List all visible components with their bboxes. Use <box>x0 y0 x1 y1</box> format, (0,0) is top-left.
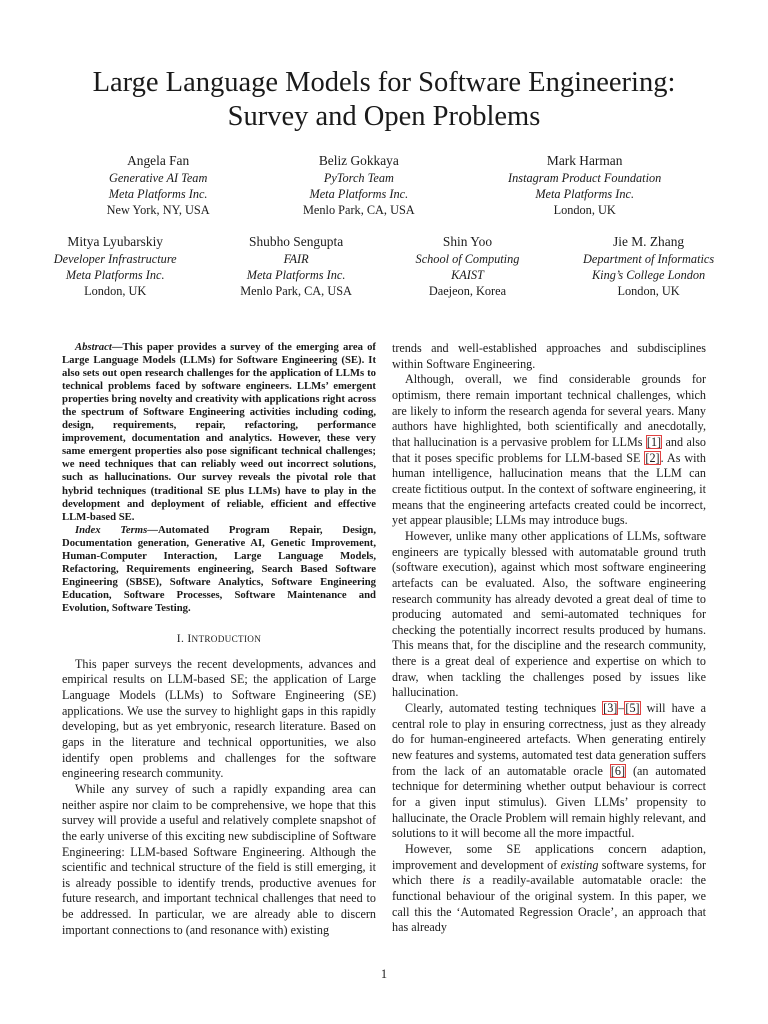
citation-link[interactable]: [6] <box>610 763 626 778</box>
section-heading-initial: I <box>187 631 192 645</box>
section-heading <box>62 631 376 648</box>
author-name: Mark Harman <box>546 153 623 168</box>
citation-link[interactable]: [3] <box>603 701 618 716</box>
right-column <box>392 341 706 936</box>
author-department: Developer Infrastructure <box>53 252 177 266</box>
text-run: Although, overall, we find considerable grounds for optimism, there remain important technical challenges, which are likely to inform the research agenda for several years. Many authors have highlighted, both scientifically and anecdotally, that hallucination is a pervasive problem for LLMs <box>392 372 706 449</box>
author-organization: Meta Platforms Inc. <box>535 187 635 201</box>
author-organization: Meta Platforms Inc. <box>246 268 346 282</box>
author-row-2 <box>0 234 768 299</box>
section-numeral: I. <box>176 631 185 645</box>
citation-link[interactable]: [2] <box>645 450 660 465</box>
author-name: Angela Fan <box>127 153 190 168</box>
author-department: Generative AI Team <box>108 171 208 185</box>
author-department: Department of Informatics <box>583 252 715 266</box>
author-department: FAIR <box>283 252 309 266</box>
author-location: New York, NY, USA <box>106 203 210 217</box>
paper-title <box>0 66 768 134</box>
index-terms-label: Index Terms <box>75 523 148 536</box>
body-paragraph <box>392 372 706 529</box>
body-paragraph: However, unlike many other applications of LLMs, software engineers are typically blessed with automatable ground truth (software execution), against which most software engineering artefacts can be evaluated. Also, the software engineering research community has already devoted a great deal of time to producing automated and semi-automated techniques for checking the potentially incorrect results produced by humans. This means that, for the discipline and the research community, there is a great deal of experience and expertise on which to draw, when tackling the challenges posed by issues like hallucination. <box>392 528 706 700</box>
citation-range-dash: – <box>618 701 625 716</box>
abstract <box>62 341 376 524</box>
author-location: London, UK <box>553 203 616 217</box>
citation-link[interactable]: [5] <box>625 701 640 716</box>
author-organization: Meta Platforms Inc. <box>108 187 208 201</box>
author-name: Shubho Sengupta <box>249 234 344 249</box>
author-department: School of Computing <box>415 252 520 266</box>
author-block <box>303 153 415 218</box>
emphasis-text: existing <box>560 857 599 872</box>
author-location: London, UK <box>617 284 680 298</box>
text-run: Clearly, automated testing techniques <box>405 701 603 716</box>
emphasis-text: is <box>462 873 471 888</box>
author-location: Menlo Park, CA, USA <box>302 203 415 217</box>
author-organization: KAIST <box>451 268 484 282</box>
author-name: Jie M. Zhang <box>613 234 685 249</box>
author-organization: Meta Platforms Inc. <box>65 268 165 282</box>
text-run: (an automated technique for determining whether output behaviour is correct for a given input stimulus). Given LLMs’ propensity to hallucinate, the Oracle Problem will remain highly relevant, and solutions to it will become all the more impactful. <box>392 763 707 841</box>
title-line-2: Survey and Open Problems <box>227 101 541 132</box>
text-run: software systems, for which there <box>392 857 707 888</box>
author-block <box>583 234 714 299</box>
author-block <box>54 234 177 299</box>
text-run: . As with human intelligence, hallucination means that the LLM can create fictitious output. In the context of software engineering, it means that the engineering artefacts created could be incorrect, yet appear plausible; LLMs may introduce bugs. <box>392 450 706 528</box>
body-paragraph <box>392 701 706 842</box>
author-block <box>240 234 352 299</box>
author-block <box>107 153 210 218</box>
author-row-1 <box>0 153 768 218</box>
body-paragraph: This paper surveys the recent developments, advances and empirical results on LLM-based SE; the application of Large Language Models (LLMs) to Software Engineering (SE) applications. We use the survey to highlight gaps in this rapidly developing, but as yet embryonic, research literature. Based on gaps in the literature and technical opportunities, we also identify open problems and challenges for the software engineering research community. <box>62 656 376 781</box>
author-name: Mitya Lyubarskiy <box>67 234 163 249</box>
author-department: PyTorch Team <box>323 171 394 185</box>
author-location: London, UK <box>84 284 147 298</box>
index-terms-text: —Automated Program Repair, Design, Documentation generation, Generative AI, Genetic Improvement, Human-Computer Interaction, Large Language Models, Refactoring, Requirements engineering, Search Based Software Engineering (SBSE), Software Analytics, Software Engineering Education, Software Processes, Software Maintenance and Evolution, Software Testing. <box>62 523 376 614</box>
author-organization: King’s College London <box>591 268 706 282</box>
author-block <box>508 153 661 218</box>
author-location: Daejeon, Korea <box>428 284 507 298</box>
text-run: a readily-available automatable oracle: the functional behaviour of the original system. In this paper, we call this the ‘Automated Regression Oracle’, an approach that has already <box>392 873 706 935</box>
page-number: 1 <box>380 967 388 981</box>
author-location: Menlo Park, CA, USA <box>240 284 352 298</box>
index-terms <box>62 524 376 615</box>
citation-link[interactable]: [1] <box>646 434 662 449</box>
author-block <box>416 234 520 299</box>
author-department: Instagram Product Foundation <box>508 171 662 185</box>
text-run: However, some SE applications concern adaption, improvement and development of <box>392 842 706 872</box>
title-line-1: Large Language Models for Software Engineering: <box>92 67 676 98</box>
abstract-text: —This paper provides a survey of the emerging area of Large Language Models (LLMs) for Software Engineering (SE). It also sets out open research challenges for the application of LLMs to technical problems faced by software engineers. LLMs’ emergent properties bring novelty and creativity with applications right across the spectrum of Software Engineering activities including coding, design, requirements, repair, refactoring, performance improvement, documentation and analytics. However, these very same emergent properties also pose significant technical challenges; we need techniques that can reliably weed out incorrect solutions, such as hallucinations. Our survey reveals the pivotal role that hybrid techniques (traditional SE plus LLMs) have to play in the development and deployment of reliable, efficient and effective LLM-based SE. <box>62 341 376 523</box>
body-paragraph <box>392 842 706 936</box>
abstract-label: Abstract <box>75 341 112 353</box>
text-run: will have a central role to play in ensuring correctness, just as they already do for human-engineered artefacts. When generating entirely new features and systems, automated test data generation suffers from the lack of an automatable oracle <box>392 701 706 778</box>
text-run: and also that it poses specific problems for LLM-based SE <box>392 434 707 465</box>
body-paragraph: trends and well-established approaches and subdisciplines within Software Engineering. <box>392 341 706 371</box>
section-heading-rest: NTRODUCTION <box>191 633 262 644</box>
author-name: Beliz Gokkaya <box>318 153 399 168</box>
left-column <box>62 341 376 938</box>
body-paragraph: While any survey of such a rapidly expanding area can neither aspire nor claim to be comprehensive, we hope that this survey will provide a useful and relatively complete snapshot of the early universe of this exciting new subdiscipline of Software Engineering: LLM-based Software Engineering. Although the scientific and technical structure of the field is still emerging, it is already possible to identify trends, productive avenues for future research, and important technical challenges that need to be addressed. In particular, we are already able to discern important connections to (and resonance with) existing <box>62 781 376 937</box>
author-name: Shin Yoo <box>442 234 493 249</box>
author-organization: Meta Platforms Inc. <box>309 187 409 201</box>
